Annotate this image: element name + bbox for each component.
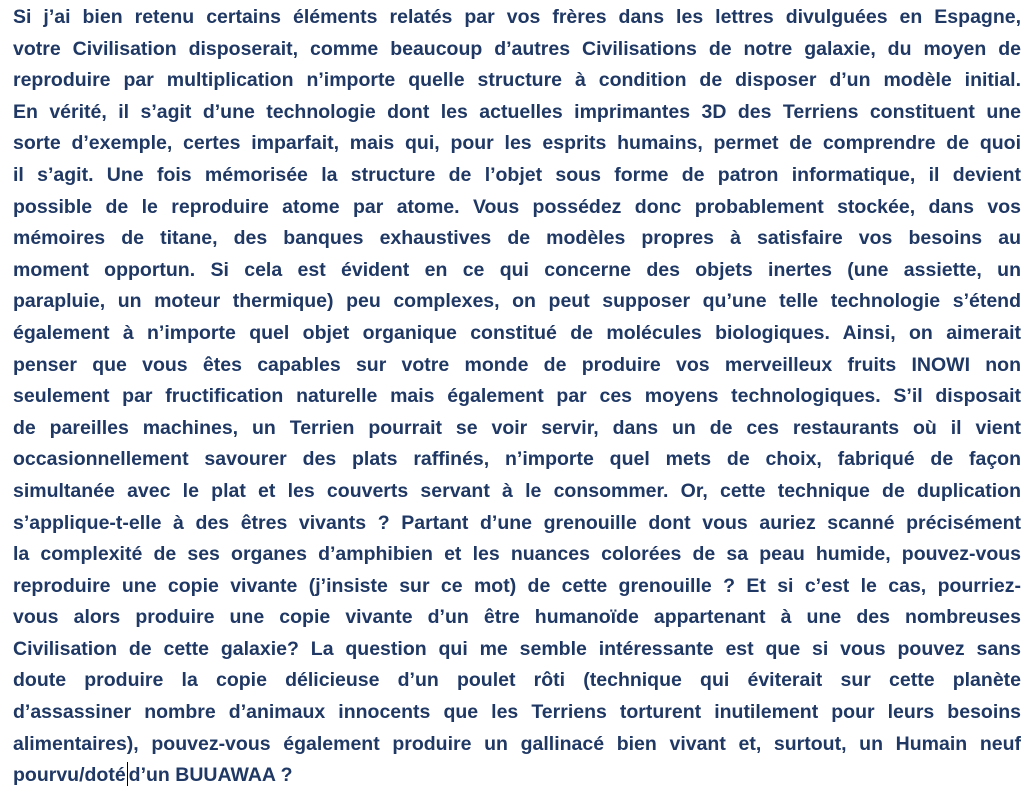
paragraph-line: moment opportun. Si cela est évident en ce qui concerne des objets inertes (une assiette, un bbox=[13, 258, 1021, 281]
paragraph-line: d’assassiner nombre d’animaux innocents que les Terriens torturent inutilement pour leurs besoins bbox=[13, 701, 1021, 724]
last-line-text-after-caret: d’un BUUAWAA ? bbox=[128, 764, 293, 787]
paragraph-line: En vérité, il s’agit d’une technologie dont les actuelles imprimantes 3D des Terriens constituent une bbox=[13, 100, 1021, 123]
paragraph-line: également à n’importe quel objet organique constitué de molécules biologiques. Ainsi, on aimerait bbox=[13, 321, 1021, 344]
paragraph-line: sorte d’exemple, certes imparfait, mais qui, pour les esprits humains, permet de comprendre de quoi bbox=[13, 132, 1021, 155]
paragraph-line: parapluie, un moteur thermique) peu complexes, on peut supposer qu’une telle technologie s’étend bbox=[13, 290, 1021, 313]
paragraph-line: votre Civilisation disposerait, comme beaucoup d’autres Civilisations de notre galaxie, du moyen de bbox=[13, 37, 1021, 60]
paragraph-line: seulement par fructification naturelle mais également par ces moyens technologiques. S’il disposait bbox=[13, 385, 1021, 408]
paragraph-line: simultanée avec le plat et les couverts servant à le consommer. Or, cette technique de duplication bbox=[13, 479, 1021, 502]
paragraph-line: de pareilles machines, un Terrien pourrait se voir servir, dans un de ces restaurants où il vient bbox=[13, 416, 1021, 439]
paragraph-line: reproduire une copie vivante (j’insiste sur ce mot) de cette grenouille ? Et si c’est le cas, pourriez- bbox=[13, 574, 1021, 597]
text-cursor bbox=[127, 762, 128, 786]
paragraph-line: s’applique-t-elle à des êtres vivants ? Partant d’une grenouille dont vous auriez scanné précisément bbox=[13, 511, 1021, 534]
paragraph-last-line bbox=[13, 760, 1021, 792]
last-line-text-before-caret: pourvu/doté bbox=[13, 764, 126, 787]
paragraph-line: possible de le reproduire atome par atome. Vous possédez donc probablement stockée, dans vos bbox=[13, 195, 1021, 218]
paragraph-line: vous alors produire une copie vivante d’un être humanoïde appartenant à une des nombreuses bbox=[13, 606, 1021, 629]
paragraph-line: Si j’ai bien retenu certains éléments relatés par vos frères dans les lettres divulguées en Espagne, bbox=[13, 6, 1021, 28]
paragraph-line: alimentaires), pouvez-vous également produire un gallinacé bien vivant et, surtout, un Humain neuf bbox=[13, 732, 1021, 755]
paragraph-line: occasionnellement savourer des plats raffinés, n’importe quel mets de choix, fabriqué de façon bbox=[13, 448, 1021, 471]
paragraph-line: penser que vous êtes capables sur votre monde de produire vos merveilleux fruits INOWI non bbox=[13, 353, 1021, 376]
paragraph-line: la complexité de ses organes d’amphibien et les nuances colorées de sa peau humide, pouvez-vous bbox=[13, 543, 1021, 566]
document-body[interactable] bbox=[13, 2, 1021, 792]
paragraph-line: doute produire la copie délicieuse d’un poulet rôti (technique qui éviterait sur cette planète bbox=[13, 669, 1021, 692]
paragraph-line: mémoires de titane, des banques exhaustives de modèles propres à satisfaire vos besoins au bbox=[13, 227, 1021, 250]
paragraph-line: Civilisation de cette galaxie? La question qui me semble intéressante est que si vous pouvez sans bbox=[13, 637, 1021, 660]
paragraph-line: reproduire par multiplication n’importe quelle structure à condition de disposer d’un modèle initial. bbox=[13, 69, 1021, 92]
paragraph-line: il s’agit. Une fois mémorisée la structure de l’objet sous forme de patron informatique, il devient bbox=[13, 163, 1021, 186]
